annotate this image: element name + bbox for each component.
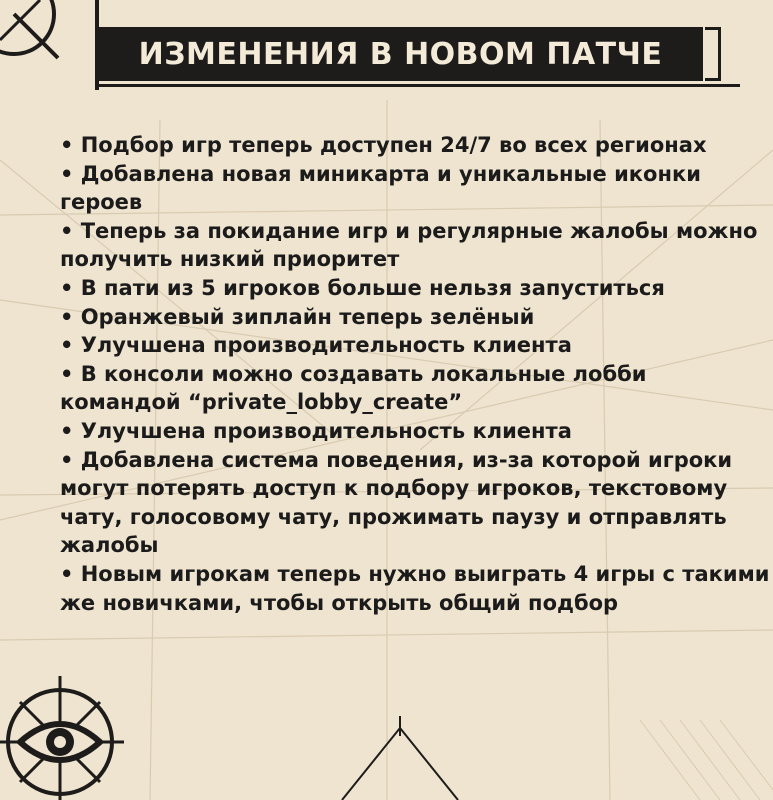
list-item: • Улучшена производительность клиента <box>60 418 572 443</box>
list-item: • Подбор игр теперь доступен 24/7 во всех регионах <box>60 133 707 157</box>
triangle-icon <box>340 716 460 800</box>
title-bracket-right <box>705 27 721 81</box>
list-item: • В пати из 5 игроков больше нельзя запуститься <box>60 275 665 300</box>
list-item: • Оранжевый зиплайн теперь зелёный <box>60 304 535 329</box>
list-item: • Добавлена новая миникарта и уникальные иконки героев <box>60 161 701 215</box>
eye-emblem-icon <box>0 676 130 800</box>
list-item: • Улучшена производительность клиента <box>60 333 572 358</box>
list-item: • В консоли можно создавать локальные лобби командой “private_lobby_create” <box>60 361 647 415</box>
list-item: • Добавлена система поведения, из-за которой игроки могут потерять доступ к подбору игроков, текстовому чату, голосовому чату, прожимать паузу и отправлять жалобы <box>60 447 733 558</box>
page-title: ИЗМЕНЕНИЯ В НОВОМ ПАТЧЕ <box>98 27 703 81</box>
list-item: • Новым игрокам теперь нужно выиграть 4 игры с такими же новичками, чтобы открыть общий подбор <box>60 561 770 615</box>
title-underline <box>95 84 740 87</box>
patch-notes-list <box>60 131 770 617</box>
compass-emblem-icon <box>0 0 70 70</box>
list-item: • Теперь за покидание игр и регулярные жалобы можно получить низкий приоритет <box>60 218 758 272</box>
